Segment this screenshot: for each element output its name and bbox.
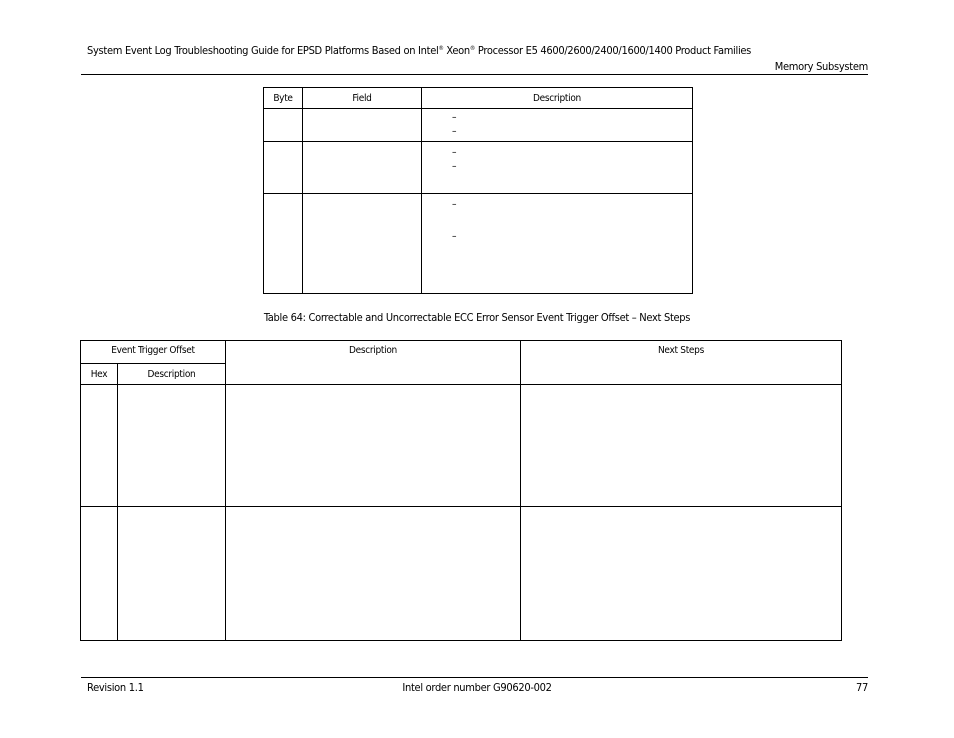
- dash: –: [452, 112, 457, 123]
- dash: –: [452, 199, 457, 210]
- dash: –: [452, 126, 457, 137]
- document-header-title: System Event Log Troubleshooting Guide for EPSD Platforms Based on Intel® Xeon® Processor E5 4600/2600/2400/1600/1400 Product Families: [87, 44, 752, 57]
- description-cell: [422, 142, 693, 194]
- byte-field-description-table: [263, 87, 693, 294]
- page-number: 77: [856, 681, 868, 694]
- column-header-description: Description: [226, 341, 521, 385]
- section-name: Memory Subsystem: [774, 60, 868, 73]
- column-header-byte: Byte: [264, 88, 303, 109]
- order-number: Intel order number G90620-002: [402, 681, 552, 694]
- description-cell: [422, 194, 693, 294]
- column-header-field: Field: [303, 88, 422, 109]
- column-header-description: Description: [422, 88, 693, 109]
- footer-divider: [81, 677, 868, 678]
- column-header-hex: Hex: [81, 364, 118, 385]
- header-divider: [81, 74, 868, 75]
- table-row: [264, 109, 693, 142]
- dash: –: [452, 147, 457, 158]
- dash: –: [452, 161, 457, 172]
- table-row: [81, 507, 842, 641]
- table-row: [264, 142, 693, 194]
- column-header-next-steps: Next Steps: [521, 341, 842, 385]
- column-header-offset-description: Description: [118, 364, 226, 385]
- table-caption: Table 64: Correctable and Uncorrectable ECC Error Sensor Event Trigger Offset – Next Steps: [263, 311, 691, 324]
- table-row: [264, 194, 693, 294]
- revision-label: Revision 1.1: [87, 681, 144, 694]
- column-header-event-trigger-offset: Event Trigger Offset: [81, 341, 226, 364]
- registered-mark: ®: [438, 45, 444, 52]
- description-cell: [422, 109, 693, 142]
- dash: –: [452, 231, 457, 242]
- event-trigger-offset-table: [80, 340, 842, 641]
- table-row: [81, 385, 842, 507]
- registered-mark: ®: [469, 45, 476, 52]
